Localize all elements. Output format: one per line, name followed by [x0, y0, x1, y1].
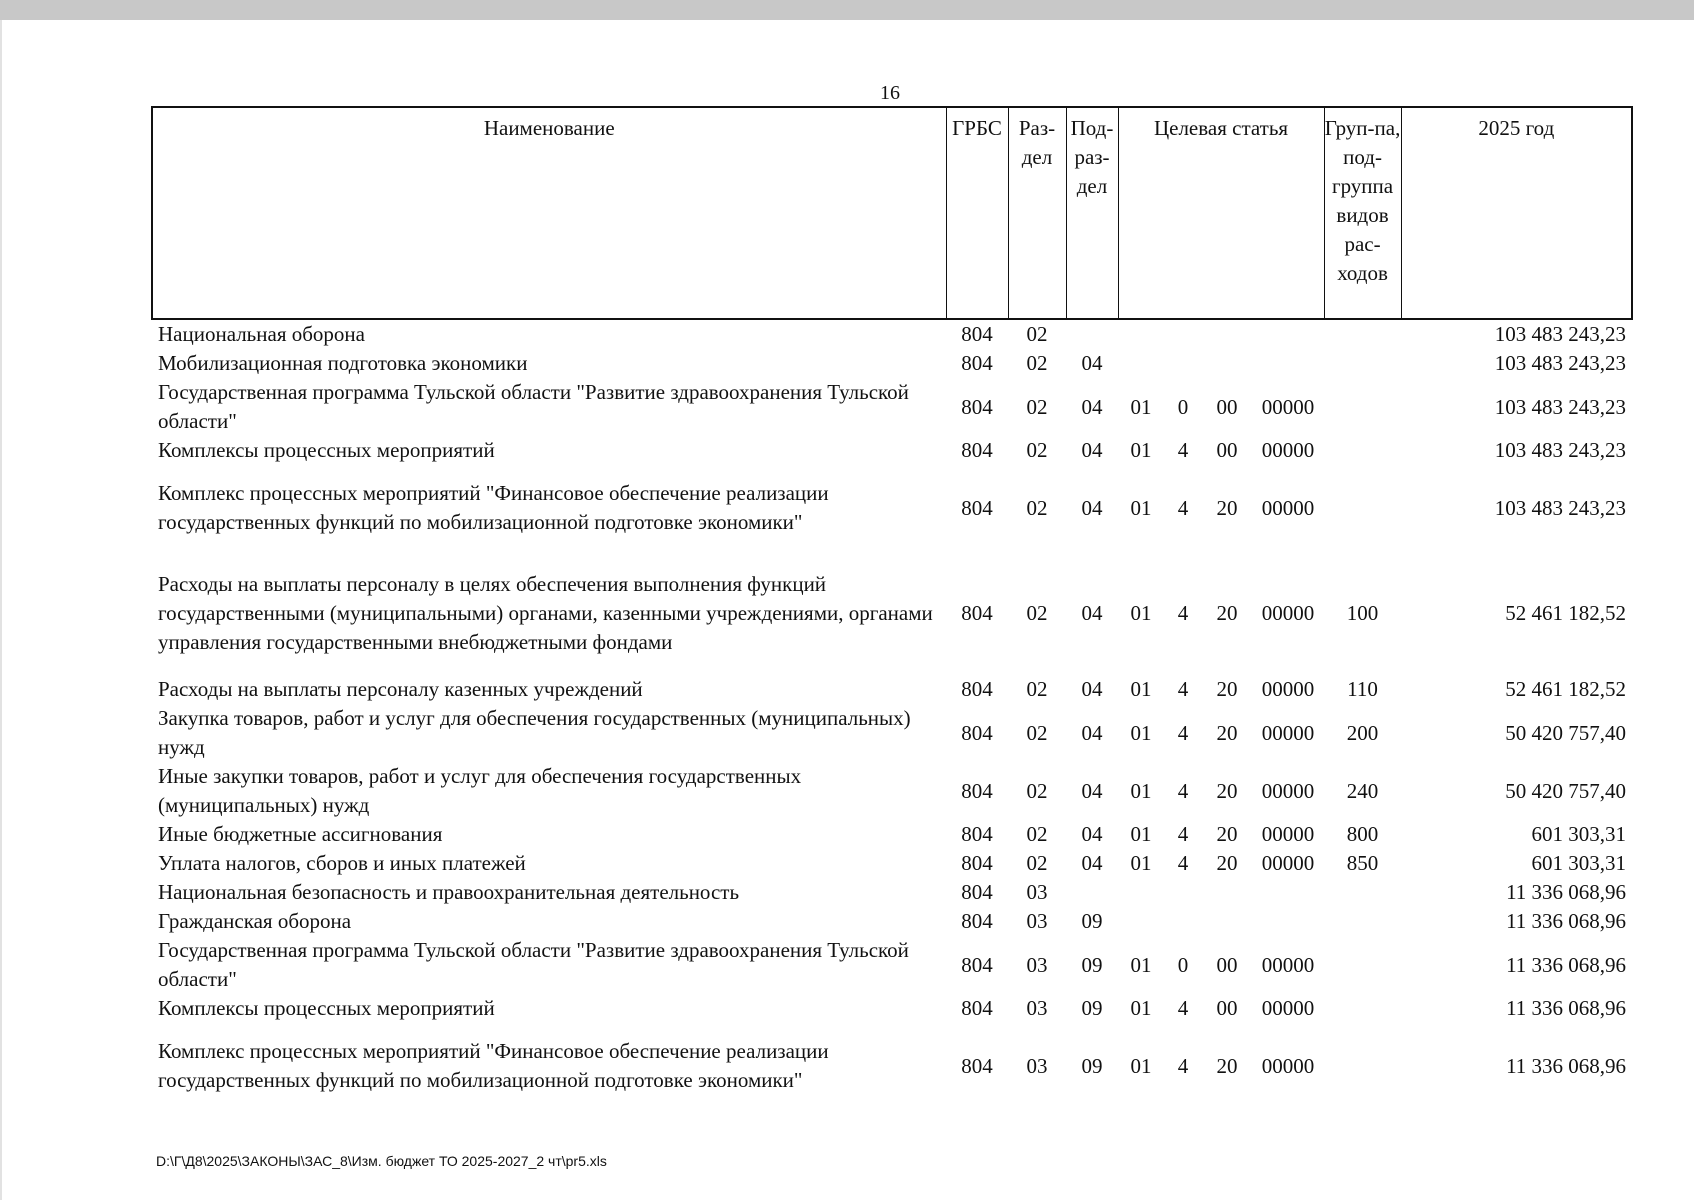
row-target-program	[1118, 349, 1164, 378]
row-razdel: 03	[1026, 880, 1048, 904]
row-target-code: 00000	[1261, 495, 1315, 520]
row-amount: 52 461 182,52	[1505, 600, 1627, 625]
row-amount: 50 420 757,40	[1505, 720, 1627, 745]
table-row	[152, 349, 1632, 378]
row-target-subprogram: 00	[1216, 996, 1238, 1020]
row-target-program: 01	[1130, 822, 1152, 846]
row-target-type: 4	[1177, 495, 1189, 520]
budget-table	[151, 106, 1633, 1109]
row-target-code: 00000	[1261, 952, 1315, 977]
row-name: Мобилизационная подготовка экономики	[158, 351, 528, 375]
row-grbs: 804	[961, 600, 993, 625]
row-name: Государственная программа Тульской области "Развитие здравоохранения Тульской области"	[158, 380, 909, 433]
row-podrazdel: 04	[1081, 822, 1103, 846]
row-razdel: 02	[1026, 720, 1048, 745]
row-podrazdel: 04	[1081, 677, 1103, 701]
row-razdel: 03	[1026, 996, 1048, 1020]
row-amount: 103 483 243,23	[1494, 351, 1627, 375]
scan-top-border	[0, 0, 1694, 20]
row-podrazdel: 04	[1081, 394, 1103, 419]
row-razdel: 02	[1026, 394, 1048, 419]
row-amount: 11 336 068,96	[1506, 952, 1627, 977]
table-row	[152, 1023, 1632, 1109]
table-row	[152, 936, 1632, 994]
row-name: Комплекс процессных мероприятий "Финансовое обеспечение реализации государственных функций по мобилизационной подготовке экономики"	[158, 481, 829, 534]
row-target-subprogram	[1202, 349, 1252, 378]
row-target-code: 00000	[1261, 1053, 1315, 1078]
row-amount: 601 303,31	[1531, 851, 1627, 875]
row-target-program: 01	[1130, 495, 1152, 520]
row-razdel: 02	[1026, 322, 1048, 346]
header-name: Наименование	[152, 107, 946, 319]
row-target-subprogram: 00	[1216, 394, 1238, 419]
row-target-program: 01	[1130, 438, 1152, 462]
row-target-type: 4	[1177, 677, 1189, 701]
row-podrazdel: 09	[1081, 996, 1103, 1020]
row-name: Национальная оборона	[158, 322, 365, 346]
row-expense-group	[1324, 349, 1401, 378]
row-target-subprogram: 00	[1216, 438, 1238, 462]
row-amount: 11 336 068,96	[1506, 909, 1627, 933]
row-target-type: 4	[1177, 720, 1189, 745]
row-grbs: 804	[961, 720, 993, 745]
row-amount: 11 336 068,96	[1506, 880, 1627, 904]
row-podrazdel: 09	[1081, 909, 1103, 933]
row-target-type: 4	[1177, 822, 1189, 846]
row-podrazdel: 04	[1081, 438, 1103, 462]
row-expense-group	[1324, 319, 1401, 349]
row-grbs: 804	[961, 822, 993, 846]
header-razdel: Раз-дел	[1008, 107, 1066, 319]
row-grbs: 804	[961, 952, 993, 977]
row-target-code: 00000	[1261, 851, 1315, 875]
row-target-subprogram: 20	[1216, 495, 1238, 520]
row-target-code: 00000	[1261, 720, 1315, 745]
row-grbs: 804	[961, 351, 993, 375]
row-target-code	[1252, 349, 1324, 378]
row-razdel: 02	[1026, 495, 1048, 520]
row-target-type: 4	[1177, 1053, 1189, 1078]
row-razdel: 02	[1026, 438, 1048, 462]
row-podrazdel: 09	[1081, 952, 1103, 977]
row-expense-group: 800	[1346, 822, 1379, 846]
row-target-program: 01	[1130, 996, 1152, 1020]
row-razdel: 02	[1026, 778, 1048, 803]
row-name: Комплексы процессных мероприятий	[158, 438, 495, 462]
row-razdel: 02	[1026, 822, 1048, 846]
row-name: Государственная программа Тульской области "Развитие здравоохранения Тульской области"	[158, 938, 909, 991]
row-target-type: 4	[1177, 778, 1189, 803]
table-row	[152, 319, 1632, 349]
row-grbs: 804	[961, 909, 993, 933]
row-target-type	[1164, 319, 1202, 349]
row-target-code: 00000	[1261, 600, 1315, 625]
page-number: 16	[880, 82, 900, 104]
header-grbs: ГРБС	[946, 107, 1008, 319]
row-target-code: 00000	[1261, 996, 1315, 1020]
row-target-subprogram: 20	[1216, 720, 1238, 745]
table-row	[152, 820, 1632, 849]
row-target-program: 01	[1130, 1053, 1152, 1078]
row-grbs: 804	[961, 851, 993, 875]
row-podrazdel: 04	[1081, 778, 1103, 803]
row-name: Гражданская оборона	[158, 909, 352, 933]
row-target-program: 01	[1130, 851, 1152, 875]
row-target-type: 4	[1177, 438, 1189, 462]
row-target-type: 0	[1177, 394, 1189, 419]
row-target-subprogram	[1202, 319, 1252, 349]
row-target-code: 00000	[1261, 394, 1315, 419]
row-target-code: 00000	[1261, 438, 1315, 462]
row-target-program: 01	[1130, 394, 1152, 419]
row-expense-group: 850	[1346, 851, 1379, 875]
row-target-program: 01	[1130, 677, 1152, 701]
row-expense-group: 100	[1346, 600, 1379, 625]
row-expense-group	[1324, 436, 1401, 465]
table-row	[152, 762, 1632, 820]
row-expense-group	[1324, 465, 1401, 551]
row-expense-group: 200	[1346, 720, 1379, 745]
row-podrazdel: 09	[1081, 1053, 1103, 1078]
row-target-type	[1164, 878, 1202, 907]
row-target-subprogram: 20	[1216, 822, 1238, 846]
row-amount: 103 483 243,23	[1494, 394, 1627, 419]
row-target-type: 0	[1177, 952, 1189, 977]
row-target-type	[1164, 349, 1202, 378]
row-expense-group	[1324, 878, 1401, 907]
row-amount: 50 420 757,40	[1505, 778, 1627, 803]
table-body	[152, 319, 1632, 1109]
scan-left-edge	[0, 20, 2, 1200]
row-target-program	[1118, 907, 1164, 936]
row-podrazdel	[1066, 319, 1118, 349]
row-name: Комплексы процессных мероприятий	[158, 996, 495, 1020]
row-target-subprogram: 20	[1216, 851, 1238, 875]
row-podrazdel: 04	[1081, 851, 1103, 875]
row-razdel: 02	[1026, 851, 1048, 875]
row-razdel: 03	[1026, 909, 1048, 933]
table-row	[152, 436, 1632, 465]
row-podrazdel: 04	[1081, 495, 1103, 520]
row-name: Расходы на выплаты персоналу в целях обеспечения выполнения функций государственными (муниципальными) органами, казенными учреждениями, органами управления государственными внебюджетными фондами	[158, 571, 933, 654]
row-target-subprogram: 20	[1216, 600, 1238, 625]
row-amount: 11 336 068,96	[1506, 1053, 1627, 1078]
table-row	[152, 378, 1632, 436]
row-target-program: 01	[1130, 600, 1152, 625]
table-row	[152, 849, 1632, 878]
row-name: Комплекс процессных мероприятий "Финансовое обеспечение реализации государственных функций по мобилизационной подготовке экономики"	[158, 1039, 829, 1092]
row-target-program: 01	[1130, 778, 1152, 803]
row-razdel: 03	[1026, 1053, 1048, 1078]
table-row	[152, 675, 1632, 704]
row-expense-group	[1324, 907, 1401, 936]
row-razdel: 02	[1026, 677, 1048, 701]
row-razdel: 02	[1026, 600, 1048, 625]
table-row	[152, 465, 1632, 551]
row-target-subprogram: 00	[1216, 952, 1238, 977]
row-name: Национальная безопасность и правоохранительная деятельность	[158, 880, 740, 904]
row-target-program	[1118, 319, 1164, 349]
row-target-type: 4	[1177, 851, 1189, 875]
row-podrazdel: 04	[1081, 600, 1103, 625]
row-amount: 103 483 243,23	[1494, 322, 1627, 346]
row-grbs: 804	[961, 322, 993, 346]
table-header	[152, 107, 1632, 319]
row-target-subprogram: 20	[1216, 677, 1238, 701]
header-expense-group: Груп-па, под-группа видов рас-ходов	[1324, 107, 1401, 319]
header-podrazdel: Под-раз-дел	[1066, 107, 1118, 319]
row-name: Уплата налогов, сборов и иных платежей	[158, 851, 526, 875]
row-target-subprogram	[1202, 878, 1252, 907]
row-target-code	[1252, 319, 1324, 349]
row-amount: 103 483 243,23	[1494, 495, 1627, 520]
row-grbs: 804	[961, 996, 993, 1020]
row-target-code	[1252, 878, 1324, 907]
header-target-article: Целевая статья	[1118, 107, 1324, 319]
row-amount: 601 303,31	[1531, 822, 1627, 846]
footer-file-path: D:\Г\Д8\2025\ЗАКОНЫ\ЗАС_8\Изм. бюджет ТО 2025-2027_2 чт\pr5.xls	[156, 1153, 607, 1169]
row-podrazdel	[1066, 878, 1118, 907]
row-target-code: 00000	[1261, 677, 1315, 701]
row-target-type: 4	[1177, 600, 1189, 625]
row-target-code: 00000	[1261, 822, 1315, 846]
row-target-program: 01	[1130, 720, 1152, 745]
row-grbs: 804	[961, 880, 993, 904]
row-expense-group	[1324, 994, 1401, 1023]
row-target-subprogram: 20	[1216, 1053, 1238, 1078]
table-row	[152, 907, 1632, 936]
row-grbs: 804	[961, 394, 993, 419]
row-razdel: 02	[1026, 351, 1048, 375]
table-row	[152, 704, 1632, 762]
row-razdel: 03	[1026, 952, 1048, 977]
table-row	[152, 994, 1632, 1023]
row-expense-group	[1324, 1023, 1401, 1109]
row-name: Расходы на выплаты персоналу казенных учреждений	[158, 677, 643, 701]
row-grbs: 804	[961, 495, 993, 520]
row-target-code: 00000	[1261, 778, 1315, 803]
row-grbs: 804	[961, 778, 993, 803]
header-year: 2025 год	[1401, 107, 1632, 319]
row-amount: 52 461 182,52	[1505, 677, 1627, 701]
table-row	[152, 878, 1632, 907]
row-target-code	[1252, 907, 1324, 936]
row-target-program: 01	[1130, 952, 1152, 977]
row-name: Иные закупки товаров, работ и услуг для обеспечения государственных (муниципальных) нужд	[158, 764, 802, 817]
row-name: Закупка товаров, работ и услуг для обеспечения государственных (муниципальных) нужд	[158, 706, 911, 759]
row-target-type	[1164, 907, 1202, 936]
row-expense-group	[1324, 378, 1401, 436]
row-podrazdel: 04	[1081, 351, 1103, 375]
row-grbs: 804	[961, 1053, 993, 1078]
row-grbs: 804	[961, 438, 993, 462]
table-row	[152, 551, 1632, 675]
row-podrazdel: 04	[1081, 720, 1103, 745]
row-amount: 11 336 068,96	[1506, 996, 1627, 1020]
row-expense-group: 240	[1346, 778, 1379, 803]
row-expense-group	[1324, 936, 1401, 994]
row-amount: 103 483 243,23	[1494, 438, 1627, 462]
row-target-program	[1118, 878, 1164, 907]
row-expense-group: 110	[1347, 677, 1378, 701]
row-target-type: 4	[1177, 996, 1189, 1020]
row-target-subprogram	[1202, 907, 1252, 936]
row-target-subprogram: 20	[1216, 778, 1238, 803]
row-grbs: 804	[961, 677, 993, 701]
row-name: Иные бюджетные ассигнования	[158, 822, 443, 846]
